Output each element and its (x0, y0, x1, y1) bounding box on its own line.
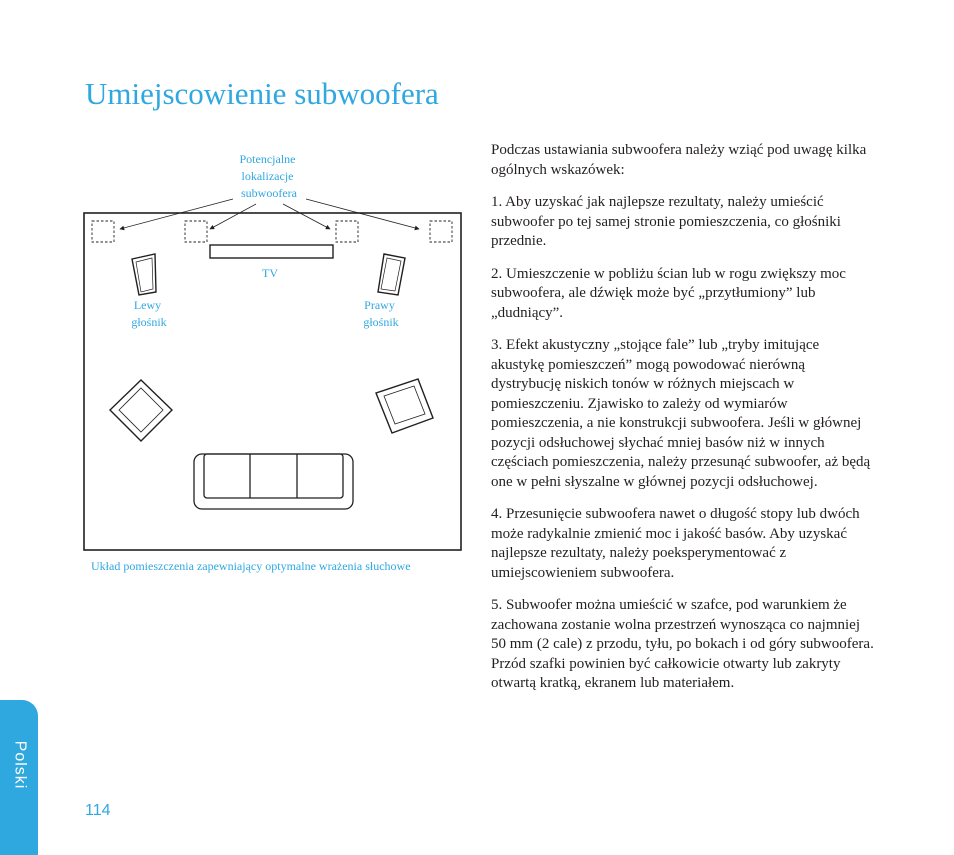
guideline-4: 4. Przesunięcie subwoofera nawet o długość stopy lub dwóch może radykalnie zmienić moc i jakość basów. Aby uzyskać najlepsze rezultaty, należy poeksperymentować z umiejscowieniem subwoofera. (491, 506, 860, 581)
sofa-shape (194, 454, 353, 509)
right-armchair-shape (376, 379, 433, 433)
tv-shape (210, 245, 333, 258)
subwoofer-position-left (185, 221, 207, 242)
guidelines-text (491, 141, 876, 707)
subwoofer-position-far-left (92, 221, 114, 242)
location-arrows (120, 199, 419, 229)
left-speaker-shape (132, 254, 156, 295)
page-title: Umiejscowienie subwoofera (85, 76, 439, 111)
right-speaker-shape (378, 254, 405, 295)
left-armchair-shape (110, 380, 172, 441)
left-speaker-label: Lewy głośnik (131, 298, 167, 329)
language-tab-label (0, 730, 38, 800)
potential-locations-label: Potencjalne lokalizacje subwoofera (239, 152, 297, 200)
guideline-3: 3. Efekt akustyczny „stojące fale” lub „tryby imitujące akustykę pomieszczeń” mogą powodować nierówną dystrybucję niskich tonów w różnych miejscach w pomieszczeniu. Zjawisko to zależy od wymiarów pomieszczenia, a nie konstrukcji subwoofera. Jeśli w głównej pozycji odsłuchowej słychać mniej basów niż w innych częściach pomieszczenia, należy przesunąć subwoofer, aż będą one w pełni słyszalne w głównej pozycji odsłuchowej. (491, 337, 871, 490)
right-speaker-label: Prawy głośnik (363, 298, 399, 329)
diagram-caption: Układ pomieszczenia zapewniający optymalne wrażenia słuchowe (91, 559, 411, 573)
page-number: 114 (85, 802, 111, 819)
language-tab-text: Polski (11, 740, 28, 790)
guideline-2: 2. Umieszczenie w pobliżu ścian lub w rogu zwiększy moc subwoofera, ale dźwięk może być „przytłumiony” lub „dudniący”. (491, 265, 846, 321)
tv-label: TV (262, 266, 278, 280)
guideline-5: 5. Subwoofer można umieścić w szafce, pod warunkiem że zachowana zostanie wolna przestrzeń wynosząca co najmniej 50 mm (2 cale) z przodu, tyłu, po bokach i od góry subwoofera. Przód szafki powinien być całkowicie otwarty lub zakryty otwartą kratką, ekranem lub materiałem. (491, 597, 874, 691)
subwoofer-positions (92, 221, 452, 242)
guideline-1: 1. Aby uzyskać jak najlepsze rezultaty, należy umieścić subwoofer po tej samej stronie pomieszczenia, co głośniki przednie. (491, 194, 841, 249)
subwoofer-position-right (336, 221, 358, 242)
intro-paragraph: Podczas ustawiania subwoofera należy wziąć pod uwagę kilka ogólnych wskazówek: (491, 142, 867, 178)
subwoofer-position-far-right (430, 221, 452, 242)
